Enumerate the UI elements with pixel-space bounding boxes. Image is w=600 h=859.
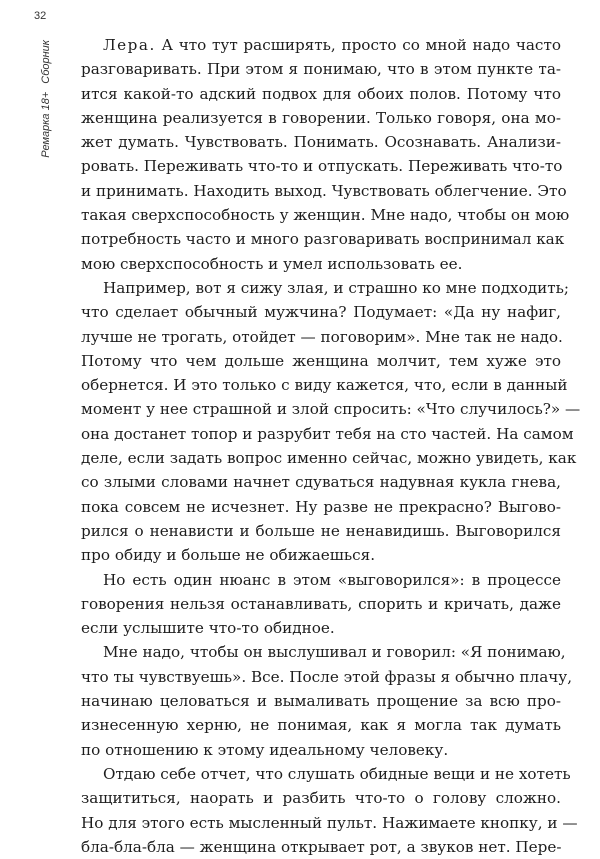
paragraph	[81, 33, 570, 276]
text-line	[81, 33, 561, 57]
text-line: Мне надо, чтобы он выслушивал и говорил: «Я понимаю,	[103, 643, 566, 662]
text-line: женщина реализуется в говорении. Только говоря, она мо-	[81, 108, 561, 127]
text-line: разговаривать. При этом я понимаю, что в этом пункте та-	[81, 60, 561, 79]
text-line: лучше не трогать, отойдет — поговорим». Мне так не надо.	[81, 327, 563, 346]
text-line: деле, если задать вопрос именно сейчас, можно увидеть, как	[81, 449, 577, 468]
text-line: говорения нельзя останавливать, спорить и кричать, даже	[81, 594, 561, 613]
text-line-content: А что тут расширять, просто со мной надо часто	[155, 36, 561, 54]
text-line: Но для этого есть мысленный пульт. Нажимаете кнопку, и —	[81, 813, 578, 832]
text-line: такая сверхспособность у женщин. Мне надо, чтобы он мою	[81, 206, 570, 225]
text-line: со злыми словами начнет сдуваться надувная кукла гнева,	[81, 473, 561, 492]
text-line: если услышите что-то обидное.	[81, 619, 335, 638]
text-block	[81, 33, 581, 859]
text-line: ровать. Переживать что-то и отпускать. Переживать что-то	[81, 157, 563, 176]
text-line: потребность часто и много разговаривать воспринимал как	[81, 230, 565, 249]
text-line: Но есть один нюанс в этом «выговорился»: в процессе	[103, 570, 561, 589]
text-line: и принимать. Находить выход. Чувствовать облегчение. Это	[81, 181, 567, 200]
paragraph	[81, 640, 573, 761]
text-line: мою сверхспособность и умел использовать ее.	[81, 254, 463, 273]
text-line: что ты чувствуешь». Все. После этой фразы я обычно плачу,	[81, 667, 573, 686]
page-number: 32	[34, 10, 47, 22]
text-line: ится какой-то адский подвох для обоих полов. Потому что	[81, 84, 561, 103]
text-line: про обиду и больше не обижаешься.	[81, 546, 376, 565]
text-line: Например, вот я сижу злая, и страшно ко мне подходить;	[103, 278, 570, 297]
text-line: жет думать. Чувствовать. Понимать. Осознавать. Анализи-	[81, 133, 561, 152]
text-line: изнесенную херню, не понимая, как я могла так думать	[81, 716, 561, 735]
text-line: бла-бла-бла — женщина открывает рот, а звуков нет. Пере-	[81, 837, 562, 856]
paragraph	[81, 276, 581, 568]
text-line: она достанет топор и разрубит тебя на сто частей. На самом	[81, 424, 574, 443]
text-line: рился о ненависти и больше не ненавидишь. Выговорился	[81, 521, 561, 540]
text-line: Отдаю себе отчет, что слушать обидные вещи и не хотеть	[103, 764, 571, 783]
paragraph	[81, 762, 578, 859]
paragraph	[81, 568, 561, 641]
text-line: защититься, наорать и разбить что-то о голову сложно.	[81, 789, 561, 808]
text-line: по отношению к этому идеальному человеку.	[81, 740, 449, 759]
running-head-series: Ремарка 18+	[40, 91, 52, 158]
text-line: пока совсем не исчезнет. Ну разве не прекрасно? Выгово-	[81, 497, 561, 516]
running-head-section: Сборник	[40, 40, 52, 84]
text-line: начинаю целоваться и вымаливать прощение за всю про-	[81, 692, 561, 711]
text-line: что сделает обычный мужчина? Подумает: «Да ну нафиг,	[81, 303, 561, 322]
running-head	[40, 40, 54, 220]
speaker-name: Лера.	[103, 36, 156, 54]
text-line: момент у нее страшной и злой спросить: «Что случилось?» —	[81, 400, 581, 419]
text-line: Потому что чем дольше женщина молчит, тем хуже это	[81, 351, 561, 370]
text-line: обернется. И это только с виду кажется, что, если в данный	[81, 376, 568, 395]
